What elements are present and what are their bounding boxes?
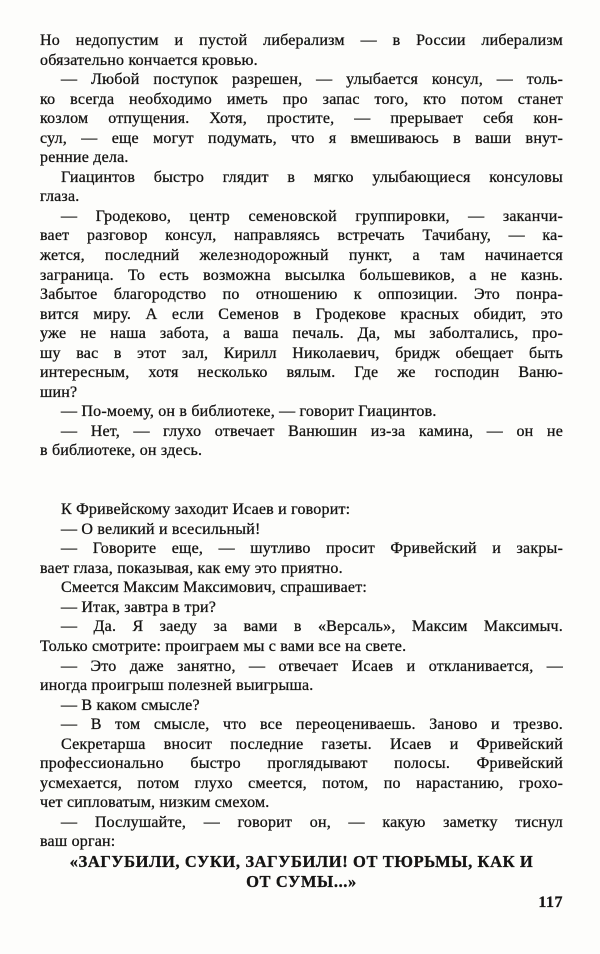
text-line: Забытое благородство по отношению к оппозиции. Это понра- xyxy=(40,286,563,304)
page-number: 117 xyxy=(538,894,563,911)
text-line: вает разговор консул, направляясь встречать Тачибану, — ка- xyxy=(40,227,563,245)
text-line: интересным, хотя несколько вялым. Где же господин Ваню- xyxy=(40,364,563,382)
text-line: козлом отпущения. Хотя, простите, — прерывает себя кон- xyxy=(40,110,563,128)
text-line: уже не наша забота, а ваша печаль. Да, мы заболтались, про- xyxy=(40,325,563,343)
text-line: — В том смысле, что все переоцениваешь. Заново и трезво. xyxy=(61,716,563,734)
headline-line: «ЗАГУБИЛИ, СУКИ, ЗАГУБИЛИ! ОТ ТЮРЬМЫ, КАК И xyxy=(69,851,534,871)
text-line: Только смотрите: проиграем мы с вами все на свете. xyxy=(40,637,407,655)
text-line: — По-моему, он в библиотеке, — говорит Гиацинтов. xyxy=(61,403,437,421)
text-block xyxy=(40,31,563,891)
text-line: — В каком смысле? xyxy=(61,696,200,714)
text-line: шу вас в этот зал, Кирилл Николаевич, бридж обещает быть xyxy=(40,344,563,362)
text-line: — Говорите еще, — шутливо просит Фривейский и закры- xyxy=(61,540,563,558)
text-line: — Это даже занятно, — отвечает Исаев и откланивается, — xyxy=(61,657,563,675)
text-line: вится миру. А если Семенов в Гродекове красных обидит, это xyxy=(40,305,563,323)
text-line: — Итак, завтра в три? xyxy=(61,598,217,616)
text-line: — Гродеково, центр семеновской группировки, — заканчи- xyxy=(61,207,563,225)
text-line: чет сипловатым, низким смехом. xyxy=(40,794,270,812)
text-line: сул, — еще могут подумать, что я вмешиваюсь в ваши внут- xyxy=(40,129,563,147)
headline-line: ОТ СУМЫ...» xyxy=(246,871,357,891)
text-line: — Да. Я заеду за вами в «Версаль», Максим Максимыч. xyxy=(61,618,563,636)
text-line: глаза. xyxy=(40,188,80,206)
text-line: — О великий и всесильный! xyxy=(61,520,261,538)
text-line: в библиотеке, он здесь. xyxy=(40,442,203,460)
text-line: Но недопустим и пустой либерализм — в России либерализм xyxy=(40,32,563,49)
text-line: Секретарша вносит последние газеты. Исаев и Фривейский xyxy=(61,735,563,753)
text-line: обязательно кончается кровью. xyxy=(40,51,258,69)
text-line: К Фривейскому заходит Исаев и говорит: xyxy=(61,501,351,519)
text-line: Гиацинтов быстро глядит в мягко улыбающиеся консуловы xyxy=(61,168,563,186)
text-line: шин? xyxy=(40,383,78,401)
text-line: заграница. То есть возможна высылка большевиков, а не казнь. xyxy=(40,266,563,284)
text-line: — Послушайте, — говорит он, — какую заметку тиснул xyxy=(61,813,563,831)
text-line: жется, последний железнодорожный пункт, а там начинается xyxy=(40,247,563,265)
text-line: вает глаза, показывая, как ему это приятно. xyxy=(40,559,343,577)
text-line: усмехается, потом глухо смеется, потом, по нарастанию, грохо- xyxy=(40,774,563,792)
text-line: ко всегда необходимо иметь про запас того, кто потом станет xyxy=(40,90,563,108)
text-line: — Нет, — глухо отвечает Ванюшин из-за камина, — он не xyxy=(61,422,563,440)
text-line: — Любой поступок разрешен, — улыбается консул, — толь- xyxy=(61,71,563,89)
text-line: Смеется Максим Максимович, спрашивает: xyxy=(61,579,368,597)
text-line: иногда проигрыш полезней выигрыша. xyxy=(40,677,314,695)
text-line: ваш орган: xyxy=(40,833,116,851)
text-line: профессионально быстро проглядывают полосы. Фривейский xyxy=(40,755,563,773)
text-line: ренние дела. xyxy=(40,149,129,167)
